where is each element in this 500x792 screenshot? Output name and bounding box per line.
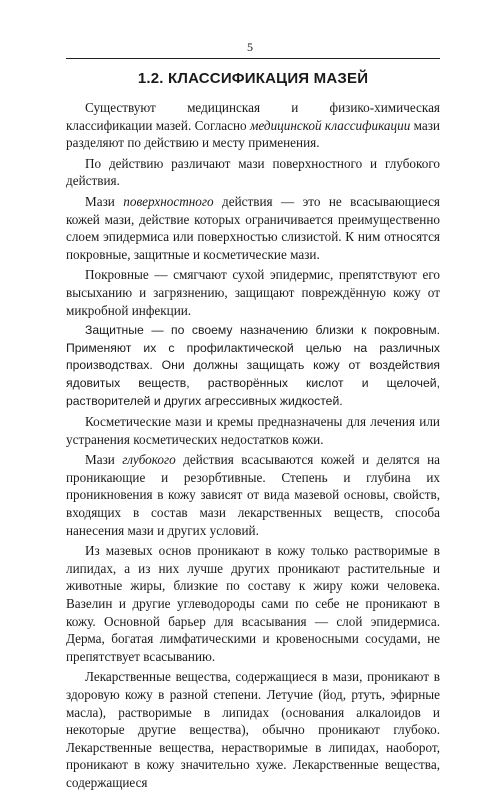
paragraph xyxy=(66,451,440,539)
text-run: Лекарственные вещества, содержащиеся в мази, проникают в здоровую кожу в разной степени. Летучие (йод, ртуть, эфирные масла), растворимые в липидах (основания алкалоидов и некоторые другие вещества), обычно проникают глубоко. Лекарственные вещества, нерастворимые в липидах, наоборот, проникают в кожу значительно хуже. Лекарственные вещества, содержащиеся xyxy=(66,669,440,790)
text-run: действия — это не всасывающиеся кожей мази, действие которых ограничивается преимущественно слоем эпидермиса или поверхностью слизистой. К ним относятся покровные, защитные и косметические мази. xyxy=(66,193,440,262)
paragraph xyxy=(66,322,440,410)
section-heading: 1.2. КЛАССИФИКАЦИЯ МАЗЕЙ xyxy=(137,70,369,87)
body-text xyxy=(66,99,440,792)
italic-term: поверхностного xyxy=(123,193,214,209)
italic-term: медицинской классификации xyxy=(249,117,411,133)
text-run: мази разделяют по действию и месту применения. xyxy=(66,117,440,151)
paragraph xyxy=(66,99,440,152)
text-run: Косметические мази и кремы предназначены для лечения или устранения косметических недостатков кожи. xyxy=(66,414,440,447)
text-run: Мази xyxy=(85,452,123,468)
paragraph xyxy=(66,413,440,448)
paragraph xyxy=(66,193,440,263)
text-run: действия всасываются кожей и делятся на проникающие и резорбтивные. Степень и глубина их проникновения в кожу зависят от вида мазевой основы, свойств, входящих в состав мази лекарственных веществ, способа нанесения мази и других условий. xyxy=(66,452,440,538)
text-run: Из мазевых основ проникают в кожу только растворимые в липидах, а из них лучше других проникают растительные и животные жиры, близкие по составу к жиру кожи человека. Вазелин и другие углеводороды сами по себе не проникают в кожу. Основной барьер для всасывания — слой эпидермиса. Дерма, богатая лимфатическими и кровеносными сосудами, не препятствует всасыванию. xyxy=(66,543,440,664)
text-run: Существуют медицинская и физико-химическая классификации мазей. Согласно xyxy=(66,100,440,133)
italic-term: глубокого xyxy=(122,452,176,468)
paragraph xyxy=(66,668,440,791)
text-run: Покровные — смягчают сухой эпидермис, препятствуют его высыханию и загрязнению, защищают повреждённую кожу от микробной инфекции. xyxy=(66,267,440,318)
text-run: Защитные — по своему назначению близки к покровным. Применяют их с профилактической целью на различных производствах. Они должны защищать кожу от воздействия ядовитых веществ, растворённых кислот и щелочей, растворителей и других агрессивных жидкостей. xyxy=(66,323,440,408)
text-run: По действию различают мази поверхностного и глубокого действия. xyxy=(66,155,440,189)
paragraph xyxy=(66,542,440,665)
text-run: Мази xyxy=(85,193,124,209)
header-rule xyxy=(66,58,440,59)
paragraph xyxy=(66,266,440,319)
page-number: 5 xyxy=(247,40,253,54)
paragraph xyxy=(66,155,440,190)
